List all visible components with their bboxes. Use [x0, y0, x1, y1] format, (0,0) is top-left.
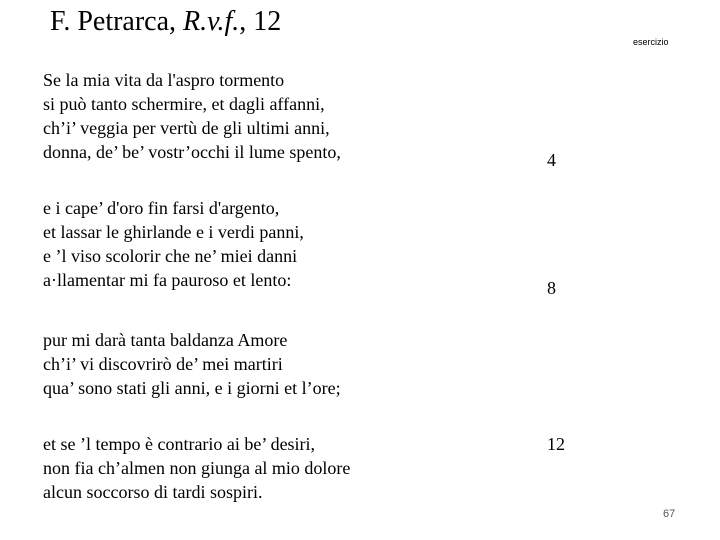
verse-line: et se ’l tempo è contrario ai be’ desiri, [43, 434, 316, 454]
verse-line: pur mi darà tanta baldanza Amore [43, 330, 288, 350]
verse-line: non fia ch’almen non giunga al mio dolore [43, 458, 351, 478]
verse-line: e ’l viso scolorir che ne’ miei danni [43, 246, 298, 266]
stanza-3 [43, 328, 341, 400]
verse-line: a·llamentar mi fa pauroso et lento: [43, 270, 292, 290]
verse-line: alcun soccorso di tardi sospiri. [43, 482, 263, 502]
stanza-4 [43, 432, 350, 504]
title-number: , 12 [239, 6, 282, 37]
verse-line: si può tanto schermire, et dagli affanni, [43, 94, 325, 114]
verse-line: ch’i’ veggia per vertù de gli ultimi anni, [43, 118, 330, 138]
verse-line: ch’i’ vi discovrirò de’ mei martiri [43, 354, 283, 374]
verse-line: donna, de’ be’ vostr’occhi il lume spento, [43, 142, 341, 162]
page-number: 67 [663, 508, 676, 520]
verse-line: qua’ sono stati gli anni, e i giorni et l’ore; [43, 378, 341, 398]
exercise-tag: esercizio [633, 37, 669, 47]
verse-number-4: 4 [547, 150, 556, 170]
page-title [50, 4, 281, 40]
verse-number-12: 12 [547, 434, 565, 454]
verse-line: e i cape’ d'oro fin farsi d'argento, [43, 198, 280, 218]
stanza-2 [43, 196, 304, 292]
verse-number-8: 8 [547, 278, 556, 298]
verse-line: Se la mia vita da l'aspro tormento [43, 70, 285, 90]
title-author: F. Petrarca, [50, 6, 184, 37]
stanza-1 [43, 68, 341, 164]
title-work: R.v.f. [183, 6, 240, 37]
verse-line: et lassar le ghirlande e i verdi panni, [43, 222, 304, 242]
